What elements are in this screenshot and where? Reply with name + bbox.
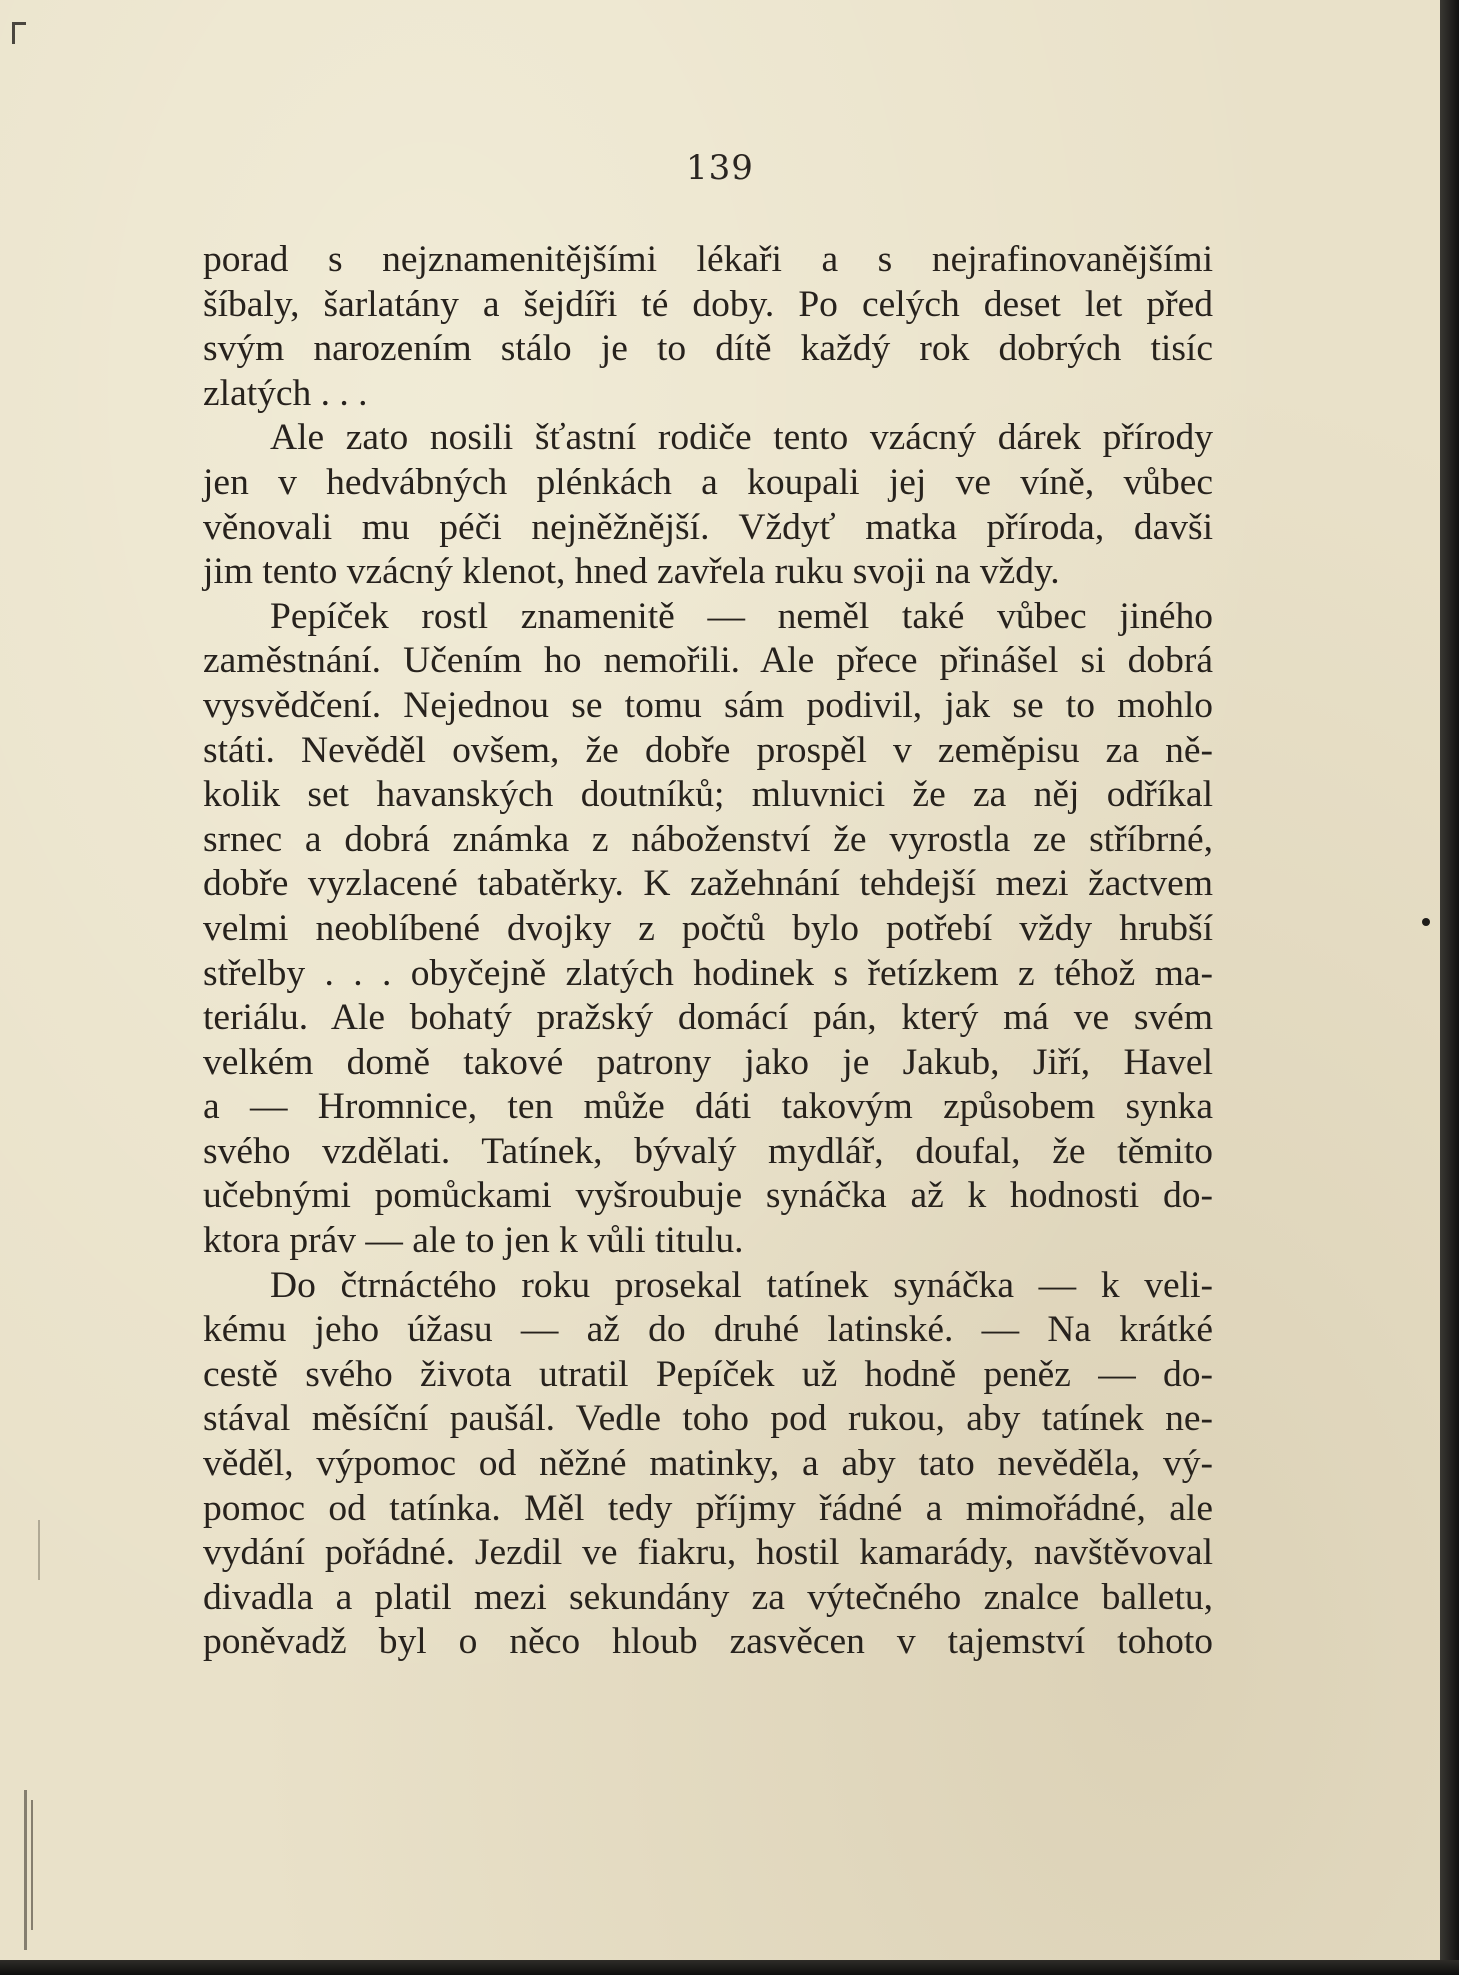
text-line: věnovali mu péči nejněžnější. Vždyť matka příroda, davši	[203, 506, 1213, 548]
binding-shadow	[24, 1790, 27, 1950]
text-line: ktora práv — ale to jen k vůli titulu.	[203, 1220, 744, 1262]
text-line: jen v hedvábných plénkách a koupali jej ve víně, vůbec	[203, 461, 1213, 503]
text-line: učebnými pomůckami vyšroubuje synáčka až k hodnosti do-	[203, 1175, 1213, 1217]
text-line: vydání pořádné. Jezdil ve fiakru, hostil kamarády, navštěvoval	[203, 1532, 1213, 1574]
text-line: věděl, výpomoc od něžné matinky, a aby tato nevěděla, vý-	[203, 1443, 1213, 1485]
text-line: teriálu. Ale bohatý pražský domácí pán, který má ve svém	[203, 997, 1213, 1039]
text-line: střelby . . . obyčejně zlatých hodinek s řetízkem z téhož ma-	[203, 952, 1213, 994]
binding-shadow	[31, 1800, 33, 1930]
text-line: srnec a dobrá známka z náboženství že vyrostla ze stříbrné,	[203, 818, 1213, 860]
text-line: Pepíček rostl znamenitě — neměl také vůbec jiného	[270, 595, 1213, 637]
ink-speck	[1422, 918, 1430, 926]
text-line: pomoc od tatínka. Měl tedy příjmy řádné a mimořádné, ale	[203, 1487, 1213, 1529]
text-line: zaměstnání. Učením ho nemořili. Ale přece přinášel si dobrá	[203, 640, 1213, 682]
text-line: zlatých . . .	[203, 372, 368, 414]
text-line: kému jeho úžasu — až do druhé latinské. — Na krátké	[203, 1309, 1213, 1351]
page-edge-right	[1440, 0, 1459, 1975]
text-line: a — Hromnice, ten může dáti takovým způsobem synka	[203, 1086, 1213, 1128]
page-number: 139	[686, 148, 754, 188]
text-line: svým narozením stálo je to dítě každý rok dobrých tisíc	[203, 328, 1213, 370]
binding-shadow	[38, 1520, 40, 1580]
text-line: stával měsíční paušál. Vedle toho pod rukou, aby tatínek ne-	[203, 1398, 1213, 1440]
text-line: státi. Nevěděl ovšem, že dobře prospěl v zeměpisu za ně-	[203, 729, 1213, 771]
text-line: velmi neoblíbené dvojky z počtů bylo potřebí vždy hrubší	[203, 907, 1213, 949]
text-line: porad s nejznamenitějšími lékaři a s nejrafinovanějšími	[203, 239, 1213, 280]
text-line: svého vzdělati. Tatínek, bývalý mydlář, doufal, že těmito	[203, 1130, 1213, 1172]
text-line: vysvědčení. Nejednou se tomu sám podivil, jak se to mohlo	[203, 684, 1213, 726]
corner-mark-vertical	[12, 22, 15, 44]
text-line: poněvadž byl o něco hloub zasvěcen v tajemství tohoto	[203, 1621, 1213, 1663]
page-edge-bottom	[0, 1960, 1459, 1975]
text-line: Do čtrnáctého roku prosekal tatínek synáčka — k veli-	[270, 1264, 1213, 1306]
body-text	[203, 238, 1213, 1665]
text-line: kolik set havanských doutníků; mluvnici že za něj odříkal	[203, 774, 1213, 816]
text-line: dobře vyzlacené tabatěrky. K zažehnání tehdejší mezi žactvem	[203, 863, 1213, 905]
text-line: cestě svého života utratil Pepíček už hodně peněz — do-	[203, 1353, 1213, 1395]
text-line: divadla a platil mezi sekundány za výtečného znalce balletu,	[203, 1576, 1213, 1618]
text-line: šíbaly, šarlatány a šejdíři té doby. Po celých deset let před	[203, 283, 1213, 325]
text-line: Ale zato nosili šťastní rodiče tento vzácný dárek přírody	[270, 417, 1213, 459]
text-line: jim tento vzácný klenot, hned zavřela ruku svoji na vždy.	[203, 551, 1060, 593]
text-line: velkém domě takové patrony jako je Jakub, Jiří, Havel	[203, 1041, 1213, 1083]
